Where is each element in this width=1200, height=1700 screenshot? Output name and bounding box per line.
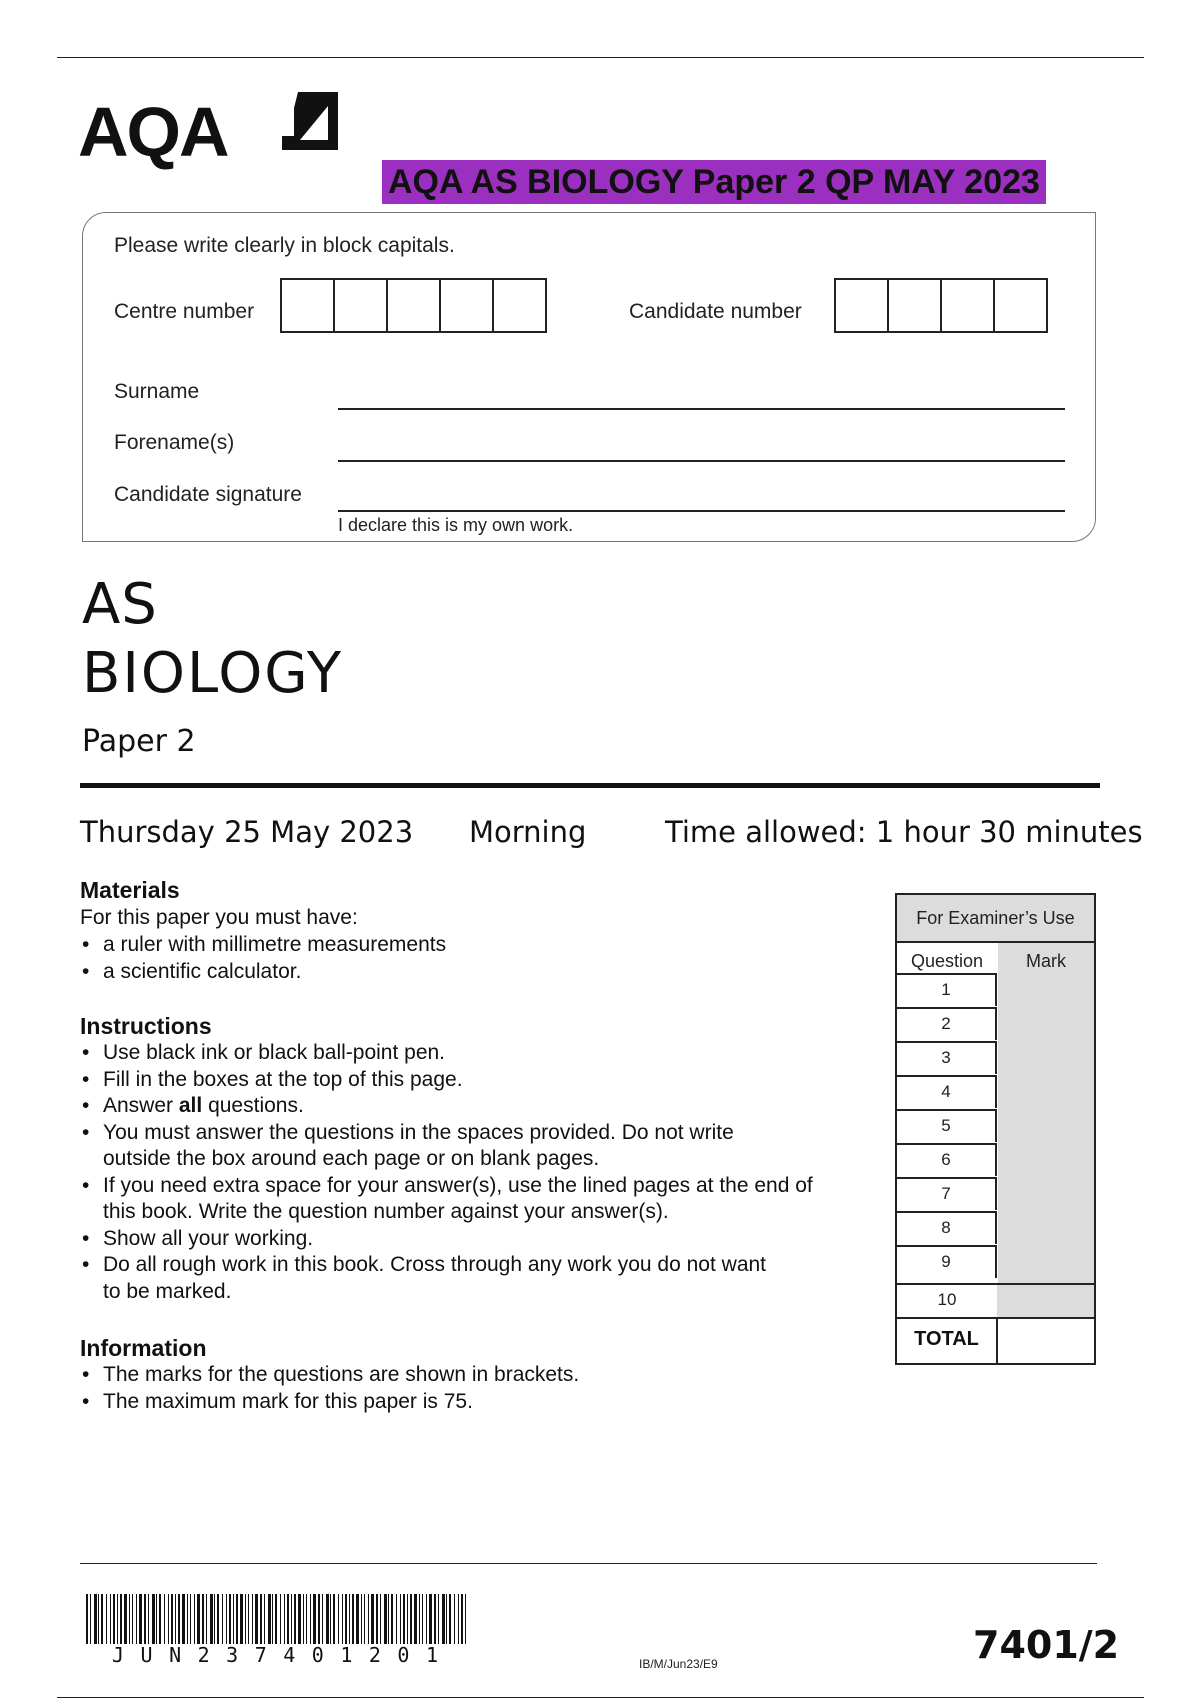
barcode-bar (139, 1594, 142, 1644)
exam-date: Thursday 25 May 2023 (80, 815, 414, 849)
digit-box[interactable] (439, 278, 494, 333)
barcode-bar (187, 1594, 188, 1644)
barcode-bar (86, 1594, 88, 1644)
barcode-bar (352, 1594, 354, 1644)
list-item: • a scientific calculator. (80, 959, 880, 986)
barcode-bar (458, 1594, 459, 1644)
question-number-cell: 6 (897, 1143, 997, 1176)
barcode-bar (214, 1594, 215, 1644)
materials-list (80, 932, 880, 985)
instructions-list (80, 1040, 880, 1305)
centre-number-label: Centre number (114, 300, 255, 323)
barcode-bar (252, 1594, 253, 1644)
qualification-level: AS (82, 572, 158, 637)
barcode-bar (206, 1594, 207, 1644)
barcode-bar (222, 1594, 223, 1644)
centre-number-field[interactable] (282, 278, 547, 333)
barcode-bar (148, 1594, 149, 1644)
barcode-bar (345, 1594, 347, 1644)
materials-intro: For this paper you must have: (80, 906, 358, 929)
barcode-bar (306, 1594, 307, 1644)
barcode-bar (132, 1594, 133, 1644)
list-item (80, 1093, 880, 1120)
mark-cell (997, 1285, 1094, 1317)
barcode-bar (268, 1594, 271, 1644)
barcode-bar (410, 1594, 412, 1644)
document-reference: IB/M/Jun23/E9 (639, 1657, 718, 1671)
barcode-bar (129, 1594, 130, 1644)
barcode-bar (168, 1594, 169, 1644)
barcode-bar (255, 1594, 258, 1644)
block-capitals-instruction: Please write clearly in block capitals. (114, 234, 455, 257)
question-number-cell: 5 (897, 1109, 997, 1142)
barcode-bar (284, 1594, 285, 1644)
digit-box[interactable] (940, 278, 995, 333)
barcode-bar (349, 1594, 350, 1644)
paper-title: Paper 2 (82, 724, 196, 759)
signature-field[interactable] (338, 510, 1065, 512)
list-line: this book. Write the question number against your answer(s). (103, 1200, 669, 1223)
barcode-bar (194, 1594, 195, 1644)
subject-title: BIOLOGY (82, 641, 344, 706)
barcode-bar (384, 1594, 387, 1644)
list-item (80, 1120, 880, 1173)
barcode-bar (101, 1594, 103, 1644)
barcode-bar (465, 1594, 466, 1644)
barcode-bar (287, 1594, 289, 1644)
barcode-bar (190, 1594, 191, 1644)
barcode-bar (376, 1594, 378, 1644)
digit-box[interactable] (280, 278, 335, 333)
question-number-cell: 1 (897, 973, 997, 1006)
list-line: to be marked. (103, 1279, 232, 1303)
barcode-bar (449, 1594, 451, 1644)
barcode-bar (110, 1594, 111, 1644)
forenames-label: Forename(s) (114, 431, 235, 454)
barcode-bar (272, 1594, 273, 1644)
total-label: TOTAL (897, 1319, 998, 1363)
barcode-bar (356, 1594, 359, 1644)
barcode-bar (90, 1594, 91, 1644)
barcode-bar (248, 1594, 249, 1644)
digit-box[interactable] (386, 278, 441, 333)
list-item: • The maximum mark for this paper is 75. (80, 1389, 880, 1416)
list-line: outside the box around each page or on blank pages. (103, 1147, 600, 1170)
candidate-number-field[interactable] (836, 278, 1048, 333)
barcode-bar (330, 1594, 331, 1644)
barcode-bar (226, 1594, 227, 1644)
list-line: Do all rough work in this book. Cross through any work you do not want (103, 1253, 767, 1276)
mark-column-header: Mark (1026, 951, 1066, 971)
mark-column-shading (998, 943, 1094, 1283)
answer-text: Answer (103, 1094, 174, 1117)
candidate-details-box (82, 212, 1096, 542)
barcode-bar (364, 1594, 365, 1644)
barcode-bar (407, 1594, 408, 1644)
examiners-use-title: For Examiner’s Use (897, 895, 1094, 943)
barcode-bar (106, 1594, 107, 1644)
barcode-bar (322, 1594, 323, 1644)
barcode-text: JUN237401201 (112, 1643, 455, 1667)
barcode-bar (217, 1594, 219, 1644)
barcode-bar (391, 1594, 393, 1644)
barcode-bar (414, 1594, 417, 1644)
barcode-bar (275, 1594, 277, 1644)
barcode-bar (164, 1594, 165, 1644)
barcode-bar (388, 1594, 389, 1644)
digit-box[interactable] (492, 278, 547, 333)
barcode-bar (429, 1594, 432, 1644)
barcode-bar (182, 1594, 185, 1644)
barcode-bar (264, 1594, 265, 1644)
question-number-cell: 9 (897, 1245, 997, 1278)
bottom-rule (57, 1697, 1144, 1698)
barcode-bar (422, 1594, 423, 1644)
list-item (80, 1252, 880, 1305)
list-line: If you need extra space for your answer(s), use the lined pages at the end of (103, 1173, 813, 1197)
question-row-10 (897, 1283, 1094, 1317)
barcode-bar (342, 1594, 343, 1644)
barcode-bar (144, 1594, 146, 1644)
barcode-bar (171, 1594, 173, 1644)
all-emphasis: all (178, 1094, 203, 1117)
barcode-bar (240, 1594, 243, 1644)
logo-text: AQA (78, 93, 228, 171)
question-number-cell: 8 (897, 1211, 997, 1244)
list-item: • Show all your working. (80, 1226, 880, 1253)
barcode-bar (152, 1594, 155, 1644)
barcode-bar (236, 1594, 238, 1644)
barcode (86, 1594, 470, 1644)
list-item: • a ruler with millimetre measurements (80, 932, 880, 959)
footer-rule (80, 1563, 1097, 1564)
barcode-bar (294, 1594, 296, 1644)
title-divider (80, 783, 1100, 788)
examiners-use-table (895, 893, 1096, 1365)
barcode-bar (94, 1594, 97, 1644)
barcode-bar (442, 1594, 445, 1644)
barcode-bar (326, 1594, 329, 1644)
barcode-bar (396, 1594, 397, 1644)
barcode-bar (280, 1594, 281, 1644)
barcode-bar (120, 1594, 122, 1644)
list-item: • The marks for the questions are shown in brackets. (80, 1362, 880, 1389)
digit-box[interactable] (333, 278, 388, 333)
information-heading: Information (80, 1335, 207, 1361)
total-row (897, 1317, 1094, 1365)
barcode-bar (303, 1594, 304, 1644)
barcode-bar (175, 1594, 176, 1644)
barcode-bar (438, 1594, 439, 1644)
list-line: You must answer the questions in the spaces provided. Do not write (103, 1120, 734, 1144)
barcode-bar (419, 1594, 420, 1644)
barcode-bar (260, 1594, 262, 1644)
questions-text: questions. (208, 1094, 304, 1117)
barcode-bar (310, 1594, 311, 1644)
barcode-bar (136, 1594, 137, 1644)
question-number-cell: 3 (897, 1041, 997, 1074)
question-number-cell: 7 (897, 1177, 997, 1210)
logo-mark-icon (282, 92, 338, 150)
list-item: • Use black ink or black ball-point pen. (80, 1040, 880, 1067)
barcode-bar (371, 1594, 374, 1644)
barcode-bar (318, 1594, 320, 1644)
barcode-bar (338, 1594, 339, 1644)
barcode-bar (426, 1594, 427, 1644)
barcode-bar (368, 1594, 369, 1644)
barcode-bar (245, 1594, 246, 1644)
paper-code: 7401/2 (973, 1623, 1120, 1667)
surname-field[interactable] (338, 408, 1065, 410)
digit-box[interactable] (993, 278, 1048, 333)
barcode-bar (361, 1594, 362, 1644)
time-allowed: Time allowed: 1 hour 30 minutes (665, 815, 1143, 849)
digit-box[interactable] (887, 278, 942, 333)
candidate-number-label: Candidate number (629, 300, 802, 323)
question-column-header: Question (910, 951, 984, 971)
list-item: • Fill in the boxes at the top of this page. (80, 1067, 880, 1094)
exam-session: Morning (469, 815, 587, 849)
barcode-bar (124, 1594, 127, 1644)
surname-label: Surname (114, 380, 200, 403)
aqa-logo (78, 88, 358, 188)
barcode-bar (380, 1594, 381, 1644)
barcode-bar (159, 1594, 161, 1644)
instructions-heading: Instructions (80, 1013, 212, 1039)
barcode-bar (454, 1594, 455, 1644)
barcode-bar (291, 1594, 292, 1644)
barcode-bar (313, 1594, 316, 1644)
barcode-bar (117, 1594, 118, 1644)
barcode-bar (98, 1594, 99, 1644)
question-number-cell: 4 (897, 1075, 997, 1108)
barcode-bar (434, 1594, 436, 1644)
barcode-bar (400, 1594, 401, 1644)
barcode-bar (333, 1594, 335, 1644)
barcode-bar (156, 1594, 157, 1644)
barcode-bar (113, 1594, 115, 1644)
barcode-bar (178, 1594, 180, 1644)
digit-box[interactable] (834, 278, 889, 333)
declaration-text: I declare this is my own work. (338, 515, 574, 535)
barcode-bar (202, 1594, 204, 1644)
barcode-bar (461, 1594, 463, 1644)
barcode-bar (229, 1594, 231, 1644)
forenames-field[interactable] (338, 460, 1065, 462)
information-list (80, 1362, 880, 1415)
barcode-bar (446, 1594, 447, 1644)
barcode-bar (210, 1594, 213, 1644)
question-number-cell: 10 (897, 1285, 999, 1317)
question-number-cell: 2 (897, 1007, 997, 1040)
materials-heading: Materials (80, 877, 180, 903)
barcode-bar (298, 1594, 301, 1644)
signature-label: Candidate signature (114, 483, 302, 506)
top-rule (57, 57, 1144, 58)
list-item (80, 1173, 880, 1226)
barcode-bar (197, 1594, 200, 1644)
barcode-bar (233, 1594, 234, 1644)
barcode-bar (403, 1594, 405, 1644)
document-banner: AQA AS BIOLOGY Paper 2 QP MAY 2023 (382, 160, 1046, 204)
